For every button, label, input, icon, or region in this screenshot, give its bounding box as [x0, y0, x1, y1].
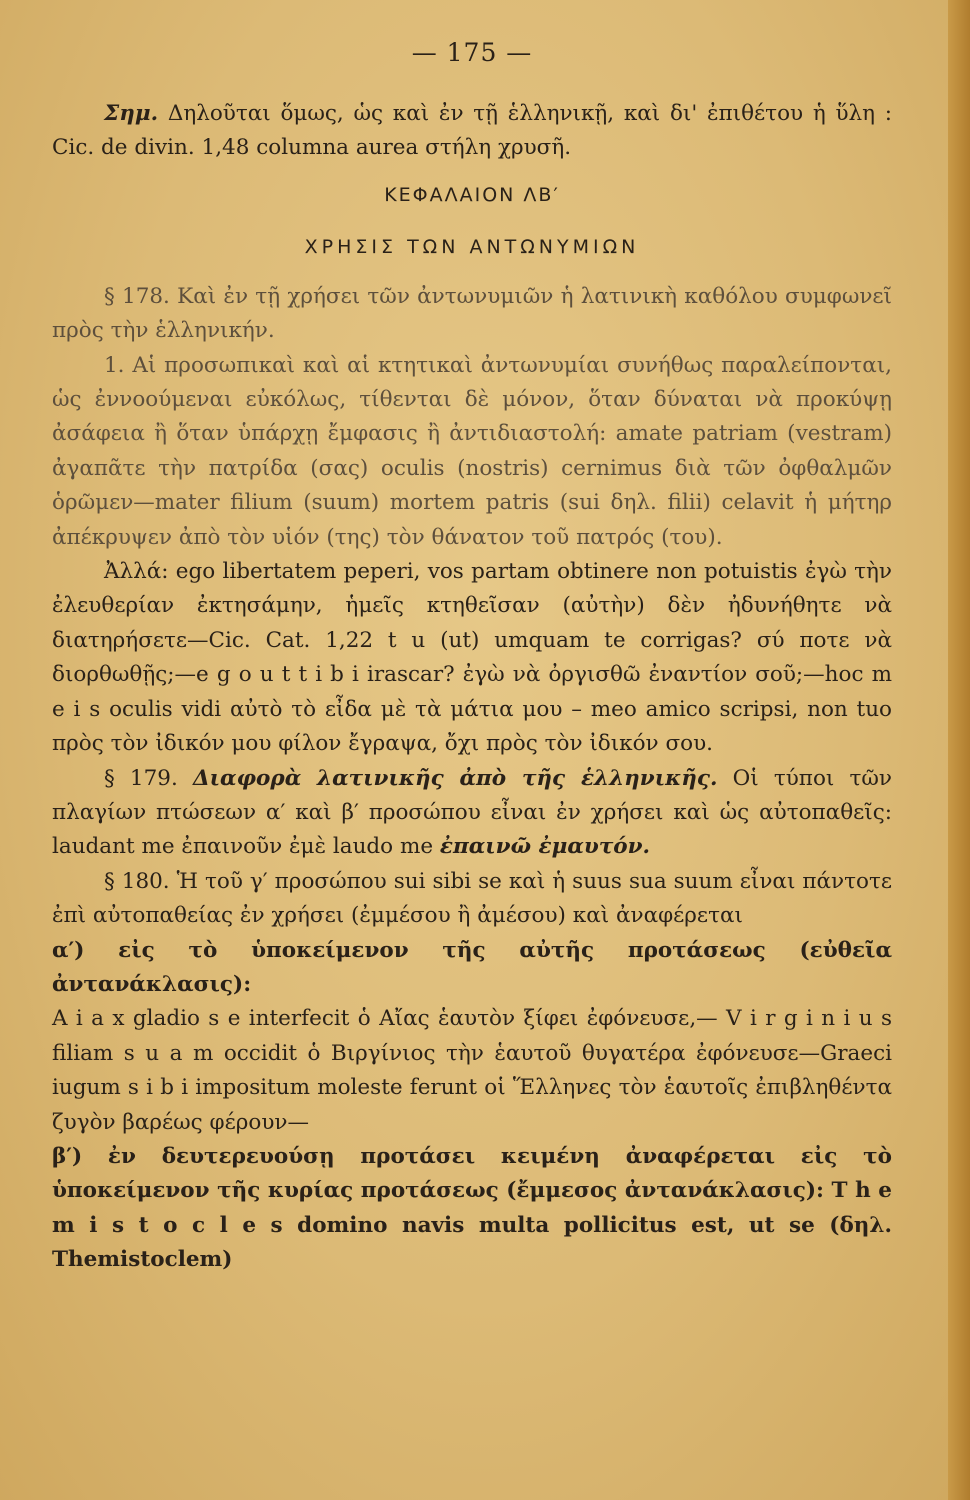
- section-180: [52, 865, 892, 934]
- page-edge: [948, 0, 970, 1500]
- item-a-examples: A i a x gladio s e interfecit ὁ Αἴας ἑαυτὸν ξίφει ἐφόνευσε,— V i r g i n i u s filiam s u a m occidit ὁ Βιργίνιος τὴν ἑαυτοῦ θυγατέρα ἐφόνευσε—Graeci iugum s i b i impositum moleste ferunt οἱ Ἕλληνες τὸν ἑαυτοῖς ἐπιβληθέντα ζυγὸν βαρέως φέρουν—: [52, 1006, 892, 1135]
- chapter-heading: ΚΕΦΑΛΑΙΟΝ ΛΒ′: [384, 183, 560, 206]
- section-179-end: ἐπαινῶ ἐμαυτόν.: [439, 834, 651, 860]
- section-179-text: Οἱ τύποι τῶν πλαγίων πτώσεων α′ καὶ β′ προσώπου εἶναι ἐν χρήσει καὶ ὡς αὐτοπαθεῖς: laudant me ἐπαινοῦν ἐμὲ laudo me: [52, 765, 892, 860]
- section-179-title: Διαφορὰ λατινικῆς ἀπὸ τῆς ἑλληνικῆς.: [192, 765, 718, 791]
- section-179: [52, 762, 892, 865]
- note-paragraph: [52, 97, 892, 166]
- page-content: [52, 38, 892, 1278]
- section-178: § 178. Καὶ ἐν τῇ χρήσει τῶν ἀντωνυμιῶν ἡ λατινικὴ καθόλου συμφωνεῖ πρὸς τὴν ἑλληνικήν.: [52, 283, 892, 344]
- item-b: β′) ἐν δευτερευούσῃ προτάσει κειμένη ἀναφέρεται εἰς τὸ ὑποκείμενον τῆς κυρίας προτάσεως (ἔμμεσος ἀντανάκλασις): T h e m i s t o c l e s domino navis multa pollicitus est, ut se (δηλ. Themistoclem): [52, 1143, 892, 1273]
- page-number: — 175 —: [411, 38, 533, 67]
- paragraph-1: 1. Αἱ προσωπικαὶ καὶ αἱ κτητικαὶ ἀντωνυμίαι συνήθως παραλείπονται, ὡς ἐννοούμεναι εὐκόλως, τίθενται δὲ μόνον, ὅταν δύναται νὰ προκύψῃ ἀσάφεια ἢ ὅταν ὑπάρχῃ ἔμφασις ἢ ἀντιδιαστολή: amate patriam (vestram) ἀγαπᾶτε τὴν πατρίδα (σας) oculis (nostris) cernimus διὰ τῶν ὀφθαλμῶν ὁρῶμεν—mater filium (suum) mortem patris (sui δηλ. filii) celavit ἡ μήτηρ ἀπέκρυψεν ἀπὸ τὸν υἱόν (της) τὸν θάνατον τοῦ πατρός (του).: [52, 352, 892, 550]
- note-label: Σημ.: [104, 101, 159, 126]
- section-179-number: § 179.: [104, 765, 178, 791]
- chapter-title: ΧΡΗΣΙΣ ΤΩΝ ΑΝΤΩΝΥΜΙΩΝ: [304, 235, 640, 258]
- section-180-number: § 180.: [104, 868, 170, 894]
- paragraph-2: Ἀλλά: ego libertatem peperi, vos partam obtinere non potuistis ἐγὼ τὴν ἐλευθερίαν ἐκτησάμην, ἡμεῖς κτηθεῖσαν (αὐτὴν) δὲν ἠδυνήθητε νὰ διατηρήσετε—Cic. Cat. 1,22 t u (ut) umquam te corrigas? σύ ποτε νὰ διορθωθῇς;—e g o u t t i b i irascar? ἐγὼ νὰ ὀργισθῶ ἐναντίον σοῦ;—hoc m e i s oculis vidi αὐτὸ τὸ εἶδα μὲ τὰ μάτια μου – meo amico scripsi, non tuo πρὸς τὸν ἰδικόν μου φίλον ἔγραψα, ὄχι πρὸς τὸν ἰδικόν σου.: [52, 559, 892, 757]
- note-text: Δηλοῦται ὅμως, ὡς καὶ ἐν τῇ ἑλληνικῇ, καὶ δι' ἐπιθέτου ἡ ὕλη : Cic. de divin. 1,48 columna aurea στήλη χρυσῆ.: [52, 101, 892, 161]
- section-180-text: Ἡ τοῦ γ′ προσώπου sui sibi se καὶ ἡ suus sua suum εἶναι πάντοτε ἐπὶ αὐτοπαθείας ἐν χρήσει (ἐμμέσου ἢ ἀμέσου) καὶ ἀναφέρεται: [52, 868, 892, 929]
- item-a: α′) εἰς τὸ ὑποκείμενον τῆς αὐτῆς προτάσεως (εὐθεῖα ἀντανάκλασις):: [52, 937, 892, 997]
